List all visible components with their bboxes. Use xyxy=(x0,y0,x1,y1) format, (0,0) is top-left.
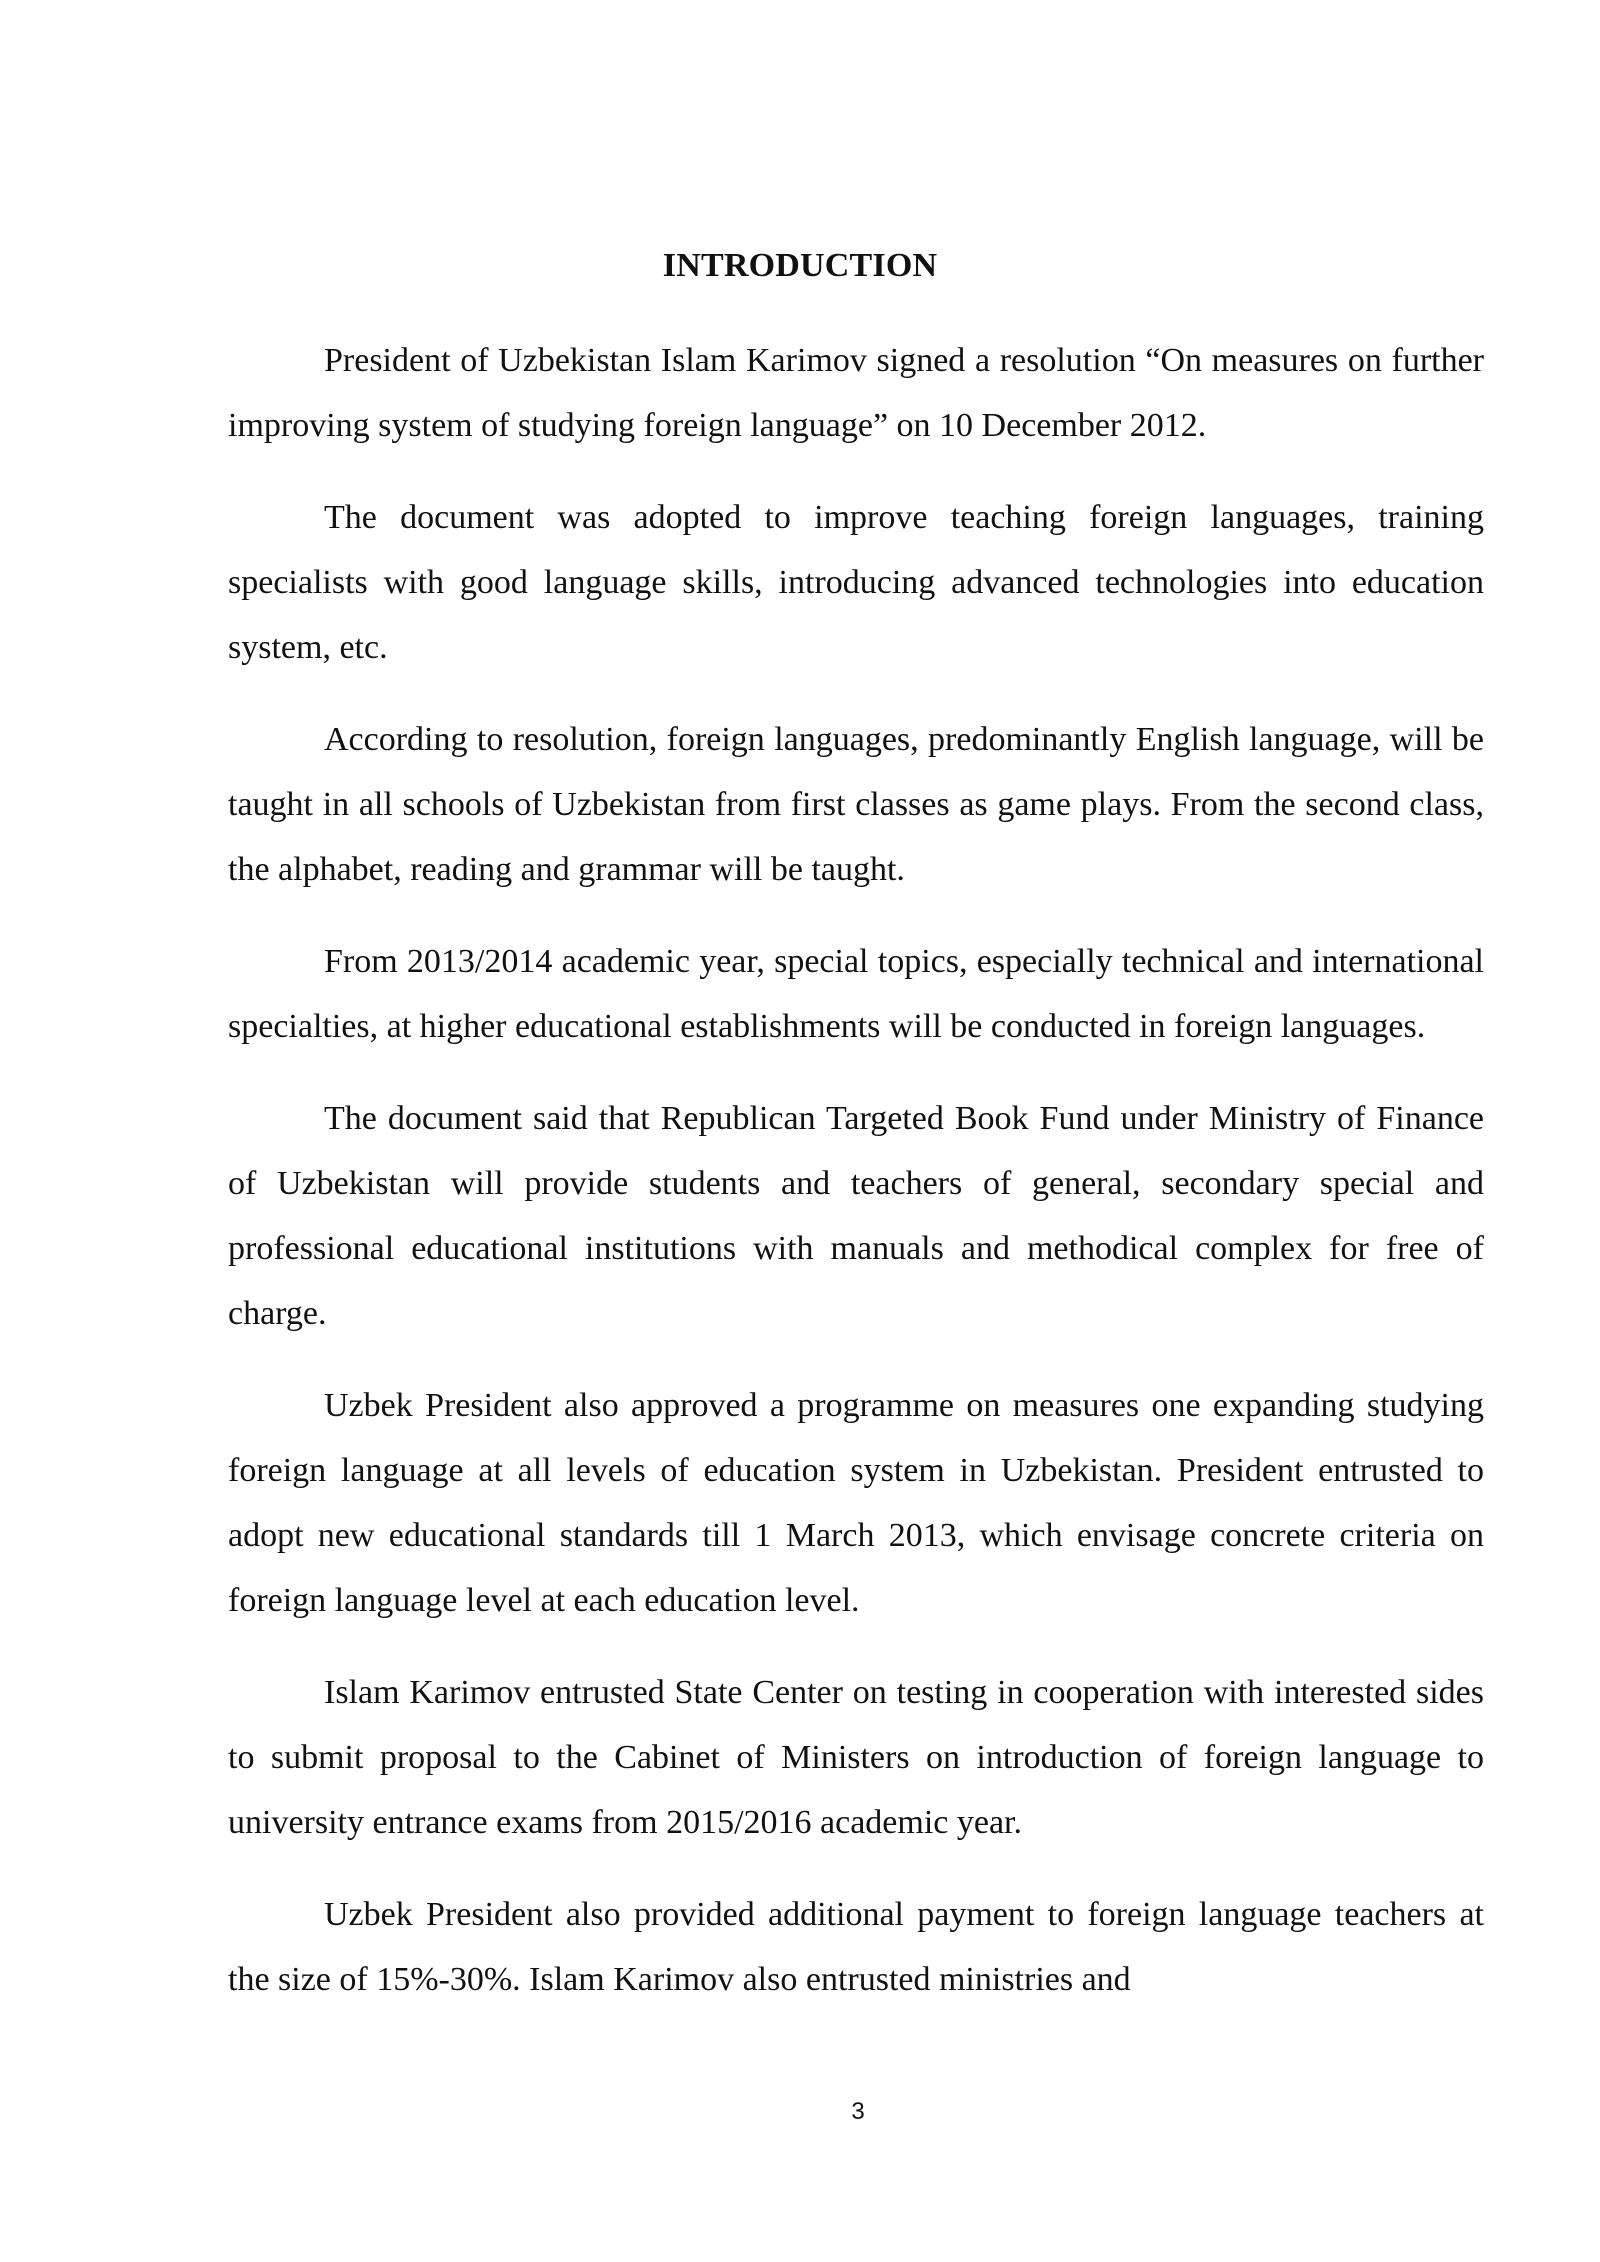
page-number: 3 xyxy=(851,2098,865,2125)
paragraph-book-fund: The document said that Republican Targeted Book Fund under Ministry of Finance of Uzbekistan will provide students and teachers of general, secondary special and professional educational institutions with manuals and methodical complex for free of charge. xyxy=(228,1100,1484,1332)
paragraph-entrance-exams: Islam Karimov entrusted State Center on testing in cooperation with interested sides to submit proposal to the Cabinet of Ministers on introduction of foreign language to university entrance exams from 2015/2016 academic year. xyxy=(228,1674,1484,1841)
page-content xyxy=(228,238,1484,2039)
section-title: INTRODUCTION xyxy=(662,247,938,284)
paragraph-document-purpose: The document was adopted to improve teaching foreign languages, training specialists with good language skills, introducing advanced technologies into education system, etc. xyxy=(228,499,1484,666)
paragraph-higher-education: From 2013/2014 academic year, special topics, especially technical and international specialties, at higher educational establishments will be conducted in foreign languages. xyxy=(228,943,1484,1045)
paragraph-resolution-signed: President of Uzbekistan Islam Karimov signed a resolution “On measures on further improving system of studying foreign language” on 10 December 2012. xyxy=(228,342,1484,444)
paragraph-programme: Uzbek President also approved a programme on measures one expanding studying foreign language at all levels of education system in Uzbekistan. President entrusted to adopt new educational standards till 1 March 2013, which envisage concrete criteria on foreign language level at each education level. xyxy=(228,1387,1484,1619)
paragraph-school-teaching: According to resolution, foreign languages, predominantly English language, will be taught in all schools of Uzbekistan from first classes as game plays. From the second class, the alphabet, reading and grammar will be taught. xyxy=(228,721,1484,888)
paragraph-teacher-payment: Uzbek President also provided additional payment to foreign language teachers at the size of 15%-30%. Islam Karimov also entrusted ministries and xyxy=(228,1896,1484,1998)
